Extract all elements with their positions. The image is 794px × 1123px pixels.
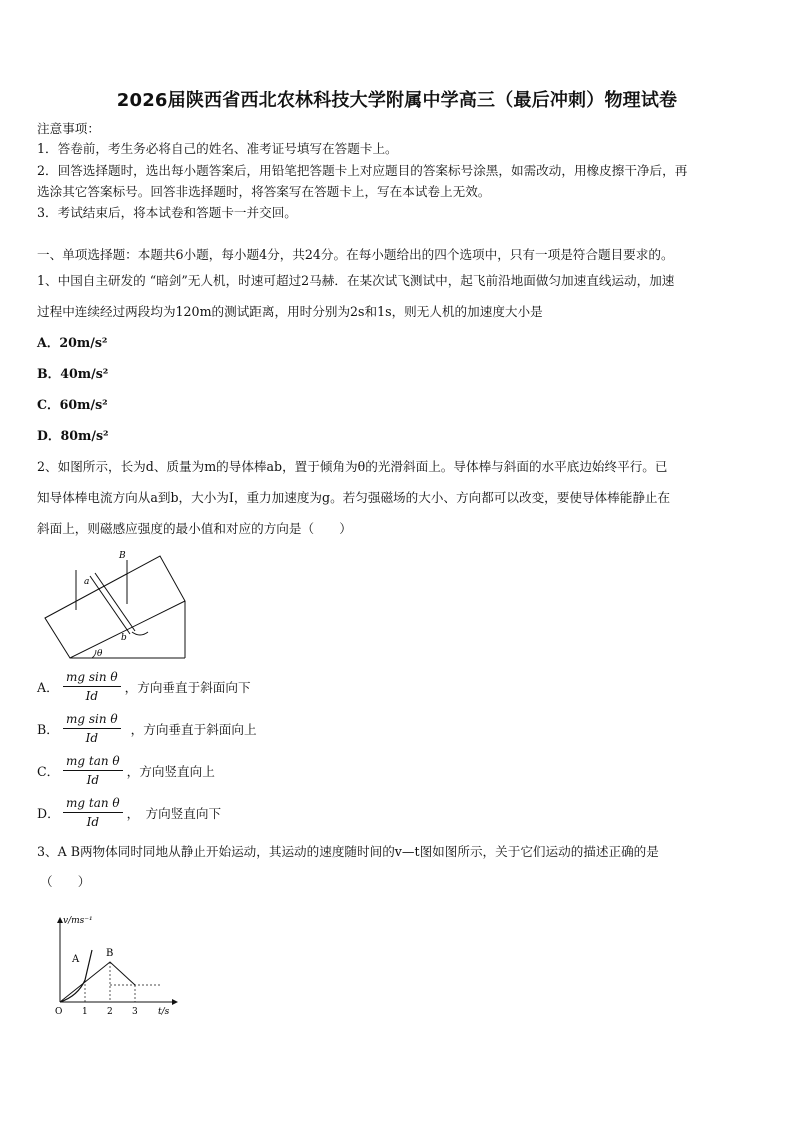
conductor-rod-edge1 xyxy=(90,576,130,634)
notice-item-2: 2．回答选择题时，选出每小题答案后，用铅笔把答题卡上对应题目的答案标号涂黑，如需改动，用橡皮擦干净后，再 xyxy=(37,163,688,178)
q3-stem-line2: （ ） xyxy=(40,874,91,889)
q2-option-c-label: C． xyxy=(37,764,60,779)
section-heading: 一、单项选择题：本题共6小题，每小题4分，共24分。在每小题给出的四个选项中，只有一项是符合题目要求的。 xyxy=(37,247,674,262)
q3-stem-line1: 3、A B两物体同时同地从静止开始运动，其运动的速度随时间的v—t图如图所示，关于它们运动的描述正确的是 xyxy=(37,844,659,859)
rod-end-curve xyxy=(132,632,148,635)
q2-option-b-text: ，方向垂直于斜面向上 xyxy=(130,722,257,737)
q1-option-c: C．60m/s² xyxy=(37,397,108,412)
tick-label-2: 2 xyxy=(107,1007,113,1017)
q2-incline-figure xyxy=(40,546,190,664)
x-axis-label: t/s xyxy=(158,1007,170,1017)
q1-option-a: A．20m/s² xyxy=(37,335,108,350)
q1-option-d: D．80m/s² xyxy=(37,428,109,443)
fraction-numerator: mg tan θ xyxy=(63,754,123,771)
origin-label: O xyxy=(55,1007,63,1017)
q1-option-b: B．40m/s² xyxy=(37,366,109,381)
q2-stem-line2: 知导体棒电流方向从a到b，大小为I，重力加速度为g。若匀强磁场的大小、方向都可以改变，要使导体棒能静止在 xyxy=(37,490,671,505)
y-axis-label: v/ms⁻¹ xyxy=(63,916,93,926)
q2-option-c-fraction xyxy=(63,754,123,787)
series-b-label: B xyxy=(106,948,114,959)
q2-option-d-fraction xyxy=(63,796,123,829)
label-b-field: B xyxy=(119,551,126,561)
fraction-denominator: Id xyxy=(85,731,99,745)
fraction-denominator: Id xyxy=(85,689,99,703)
notice-item-1: 1．答卷前，考生务必将自己的姓名、准考证号填写在答题卡上。 xyxy=(37,141,398,156)
q2-option-d-label: D． xyxy=(37,806,60,821)
page-title: 2026届陕西省西北农林科技大学附属中学高三（最后冲刺）物理试卷 xyxy=(116,90,678,111)
notice-heading: 注意事项： xyxy=(37,121,100,136)
incline-plane xyxy=(45,556,185,658)
q2-option-b-label: B． xyxy=(37,722,59,737)
fraction-numerator: mg sin θ xyxy=(63,670,121,687)
q2-option-a-label: A． xyxy=(37,680,59,695)
q1-stem-line1: 1、中国自主研发的 “暗剑”无人机，时速可超过2马赫．在某次试飞测试中，起飞前沿地面做匀加速直线运动，加速 xyxy=(37,273,675,288)
notice-item-2-cont: 选涂其它答案标号。回答非选择题时，将答案写在答题卡上，写在本试卷上无效。 xyxy=(37,184,491,199)
q2-option-a xyxy=(37,670,251,703)
q2-option-d xyxy=(37,796,221,829)
conductor-rod-edge2 xyxy=(95,573,135,631)
q2-option-a-fraction xyxy=(63,670,121,703)
q2-option-c xyxy=(37,754,215,787)
q1-stem-line2: 过程中连续经过两段均为120m的测试距离，用时分别为2s和1s，则无人机的加速度大小是 xyxy=(37,304,543,319)
q2-option-d-text: ， 方向竖直向下 xyxy=(126,806,222,821)
q2-stem-line3: 斜面上，则磁感应强度的最小值和对应的方向是（ ） xyxy=(37,521,352,536)
fraction-numerator: mg sin θ xyxy=(63,712,121,729)
fraction-numerator: mg tan θ xyxy=(63,796,123,813)
q2-stem-line1: 2、如图所示，长为d、质量为m的导体棒ab，置于倾角为θ的光滑斜面上。导体棒与斜面的水平底边始终平行。已 xyxy=(37,459,668,474)
notice-item-3: 3．考试结束后，将本试卷和答题卡一并交回。 xyxy=(37,205,297,220)
label-a: a xyxy=(84,577,90,587)
q2-option-b xyxy=(37,712,257,745)
q2-option-b-fraction xyxy=(63,712,121,745)
label-b: b xyxy=(121,633,127,643)
tick-label-1: 1 xyxy=(82,1007,88,1017)
q3-vt-graph xyxy=(50,910,185,1020)
label-theta: θ xyxy=(97,649,103,659)
q2-option-a-text: ，方向垂直于斜面向下 xyxy=(124,680,251,695)
fraction-denominator: Id xyxy=(86,815,100,829)
fraction-denominator: Id xyxy=(86,773,100,787)
theta-arc xyxy=(92,650,96,658)
tick-label-3: 3 xyxy=(132,1007,138,1017)
series-a-label: A xyxy=(72,954,80,965)
q2-option-c-text: ，方向竖直向上 xyxy=(126,764,215,779)
